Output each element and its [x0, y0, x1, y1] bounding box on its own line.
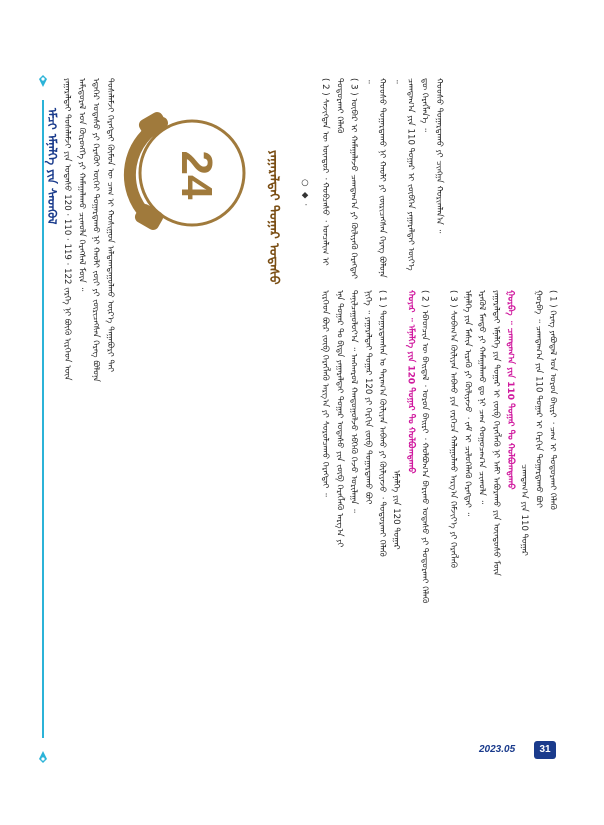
body-line: ᠨᠢᠭᠡ ᠃ ᠶᠠᠭᠠᠷᠠᠯᠲᠠᠢ ᠳᠤᠭᠠᠷ 120 ᠶᠢ ᠬᠡᠷᠬᠢᠨ ᠵᠥᠪ ᠳᠤᠭᠠᠷᠳᠠᠬᠤ ᠪᠤᠢ: [362, 290, 373, 505]
body-line: ( 2 ) ᠡᠪᠡᠳᠴᠢᠨ ᠦ ᠪᠠᠢᠳᠠᠯ ᠂ ᠣᠷᠣᠨ ᠪᠠᠢᠷᠢ ᠂ ᠬᠣᠯᠪᠣᠭ᠎ᠠ ᠪᠠᠷᠢᠬᠤ ᠤᠲᠠᠰᠤ ᠶᠢ ᠲᠣᠳᠣᠷᠬᠠᠢ ᠬᠡᠯᠡᠬᠦ: [419, 290, 430, 604]
body-line: ᠬᠣᠣᠰᠤ ᠳᠤᠭᠠᠷᠳᠠᠬᠤ ᠨᠢ ᠬᠠᠤᠯᠢ ᠶᠢ ᠵᠦᠷᠢᠴᠡᠭᠰᠡᠨ ᠬᠡᠷᠡᠭ ᠪᠣᠯᠤᠨᠠ ᠃: [377, 78, 402, 278]
body-line: ( 3 ) ᠰᠤᠪᠠᠭ᠎ᠠ ᠬᠦᠯᠢᠶᠡᠨ ᠠᠪᠬᠤ ᠶᠢᠨ ᠵᠡᠷᠭᠡᠴᠡ ᠬᠠᠯᠠᠭᠤᠯᠬᠤ ᠠᠷᠭ᠎ᠠ ᠬᠡᠮᠵᠢᠶ᠎ᠡ ᠶᠢ ᠬᠡᠷᠡᠭᠯᠡᠬᠦ: [448, 290, 459, 568]
page-number: 31: [534, 741, 556, 759]
body-line: ᠠᠮᠢᠳᠤᠷᠠᠯ ᠡᠳ ᠬᠥᠷᠥᠩᠭᠡ ᠶᠢ ᠬᠠᠮᠠᠭᠠᠯᠠᠬᠤ ᠴᠢᠬᠤᠯᠠ ᠬᠡᠷᠡᠭᠰᠡᠯ ᠮᠥᠨ ᠃: [76, 78, 87, 292]
article-headline: ᠶᠠᠭᠠᠷᠠᠯᠲᠠᠢ ᠳᠤᠭᠠᠷ ᠤᠲᠠᠰᠤ: [266, 150, 281, 285]
issue-date: 2023.05: [479, 744, 516, 755]
byline-marker: ○ ◆ ·: [300, 178, 310, 207]
body-line: ᠲᠠᠨᠢᠯᠴᠠᠭᠤᠯᠤᠶ᠎ᠠ ᠃ ᠠᠩᠬᠠᠷᠤᠯ ᠬᠠᠨᠳᠤᠭᠤᠯᠵᠤ ᠡᠪᠬᠡᠬᠦ ᠭᠡᠵᠦ ᠤᠷᠢᠯᠠᠭᠠ ᠃: [348, 290, 359, 513]
article-column-1: [60, 78, 122, 688]
article-column-2: [318, 290, 446, 730]
body-line: ( 1 ) ᠬᠡᠷᠡᠭ ᠶᠠᠪᠤᠳᠠᠯ ᠤᠨ ᠣᠷᠣᠨ ᠪᠠᠢᠷᠢ ᠂ ᠴᠠᠭ ᠢ ᠲᠣᠳᠣᠷᠬᠠᠢ ᠬᠡᠯᠡᠬᠦ: [547, 290, 558, 510]
body-line: ( 2 ) ᠰᠡᠵᠢᠭᠲᠡᠨ ᠦ ᠦᠨᠳᠦᠷ ᠂ ᠬᠤᠪᠴᠠᠰᠤ ᠂ ᠣᠨᠴᠠᠯᠢᠭ ᠢ ᠲᠣᠳᠣᠷᠬᠠᠢ ᠬᠡᠯᠡᠬᠦ: [320, 78, 345, 266]
body-line: ᠲᠤᠰᠠᠯᠠᠮᠵᠢ ᠬᠡᠷᠡᠭᠲᠡᠢ ᠬᠦᠮᠦᠨ ᠦ ᠴᠠᠭ ᠢ ᠬᠣᠰᠢᠭᠤᠨ ᠠᠯᠳᠠᠭᠳᠠᠭᠤᠯᠬᠤ ᠦᠷ᠎ᠡ ᠳᠠᠭᠠᠪᠤᠷᠢ ᠲᠠᠢ: [104, 78, 115, 373]
body-line: ᠡᠳᠡᠭᠡᠷ ᠤᠲᠠᠰᠤ ᠶᠢ ᠬᠡᠷᠡᠭᠦᠢ ᠦᠭᠡᠢ ᠳᠤᠭᠠᠷᠳᠠᠬᠤ ᠨᠢ ᠬᠠᠤᠯᠢ ᠵᠦᠢ ᠶᠢ ᠵᠦᠷᠢᠴᠡᠭᠰᠡᠨ ᠬᠡᠷᠡᠭ ᠪᠣᠯᠤᠨᠠ: [90, 78, 101, 382]
body-line: ᠶᠠᠭᠠᠷᠠᠯᠲᠠᠢ ᠲᠤᠰᠠᠯᠠᠮᠵᠢ ᠶᠢᠨ ᠤᠲᠠᠰᠤ 120 · 110 · 119 · 122 ᠵᠡᠷᠭᠡ ᠨᠢ ᠪᠦᠬᠦ ᠢᠷᠭᠡᠳ ᠦᠨ: [62, 78, 73, 381]
body-line: ᠬᠣᠣᠰᠤ ᠳᠤᠭᠠᠷᠳᠠᠬᠤ ᠶᠢ ᠴᠢᠩᠭᠠ ᠬᠣᠷᠢᠭᠯᠠᠨ᠎ᠠ ᠃: [433, 78, 444, 234]
subheading: ᠬᠣᠶᠠᠷ ᠃ ᠡᠮᠨᠡᠯᠭᠡ ᠶᠢᠨ 120 ᠳᠤᠭᠠᠷ ᠲᠤ ᠬᠣᠯᠪᠣᠭᠳᠠᠬᠤ: [405, 290, 416, 474]
body-line: ( 3 ) ᠥᠪᠡᠷ ᠢ ᠬᠠᠮᠠᠭᠠᠯᠠᠵᠤ ᠴᠠᠭᠳᠠᠭ᠎ᠠ ᠶᠢ ᠬᠦᠯᠢᠶᠡᠬᠦ ᠬᠡᠷᠡᠭᠲᠡᠢ ᠃: [348, 78, 373, 279]
ornament-bottom-icon: [36, 750, 50, 764]
article-column-top-right: [318, 78, 574, 283]
subheading: ᠭᠤᠷᠪᠠ ᠃ ᠴᠠᠭᠳᠠᠭ᠎ᠠ ᠶᠢᠨ 110 ᠳᠤᠭᠠᠷ ᠲᠤ ᠬᠣᠯᠪᠣᠭᠳᠠᠬᠤ: [505, 290, 516, 490]
emergency-24-logo: [122, 103, 262, 243]
body-line: ( 1 ) ᠳᠤᠭᠠᠷᠳᠠᠭᠰᠠᠨ ᠤ ᠳᠠᠷᠠᠭ᠎ᠠ ᠬᠦᠯᠢᠶᠡᠨ ᠠᠪᠬᠤ ᠶᠢ ᠬᠦᠯᠢᠶᠡᠵᠦ ᠂ ᠲᠣᠳᠣᠷᠬᠠᠢ ᠬᠡᠯᠡᠬᠦ: [377, 290, 388, 557]
logo-number: 24: [172, 150, 221, 200]
body-line: ᠡᠷᠡᠭᠦᠯ ᠮᠡᠨᠳᠦ ᠶᠢ ᠬᠠᠮᠠᠭᠠᠯᠠᠬᠤ ᠳᠤ ᠨᠢ ᠴᠠᠭ ᠬᠤᠭᠤᠴᠠᠭ᠎ᠠ ᠴᠢᠬᠤᠯᠠ ᠃: [476, 290, 487, 505]
body-line: ᠡᠮᠨᠡᠯᠭᠡ ᠶᠢᠨ ᠮᠠᠰᠢᠨ ᠢᠷᠡᠬᠦ ᠶᠢ ᠬᠦᠯᠢᠶᠡᠵᠦ ᠂ ᠵᠠᠮ ᠢ ᠴᠢᠯᠦᠭᠡᠯᠡᠬᠦ ᠬᠡᠷᠡᠭᠲᠡᠢ ᠃: [462, 290, 473, 517]
article-column-3: [446, 290, 574, 730]
centered-note: ᠴᠠᠭᠳᠠᠭ᠎ᠠ ᠶᠢᠨ 110 ᠳᠤᠭᠠᠷ: [519, 464, 530, 556]
body-line: ᠶᠠᠭᠠᠷᠠᠯᠲᠠᠢ ᠡᠮᠨᠡᠯᠭᠡ ᠶᠢᠨ ᠳᠤᠭᠠᠷ ᠢ ᠵᠥᠪ ᠬᠡᠷᠡᠭᠯᠡᠬᠦ ᠨᠢ ᠠᠮᠢ ᠠᠪᠤᠷᠠᠬᠤ ᠶᠢᠨ ᠦᠨᠳᠦᠰᠦ ᠮᠥᠨ: [490, 290, 501, 576]
body-line: ᠢᠷᠭᠡᠳ ᠪᠦᠷ ᠵᠥᠪ ᠬᠡᠷᠡᠭᠯᠡᠬᠦ ᠠᠷᠭ᠎ᠠ ᠶᠢ ᠰᠤᠷᠤᠯᠴᠠᠬᠤ ᠬᠡᠷᠡᠭᠲᠡᠢ ᠃: [320, 290, 331, 497]
centered-note: ᠡᠮᠨᠡᠯᠭᠡ ᠶᠢᠨ 120 ᠳᠤᠭᠠᠷ: [391, 470, 402, 550]
section-title: ᠡᠮᠴᠢ ᠡᠮᠨᠡᠯᠭᠡ ᠶᠢᠨ ᠰᠡᠳᠬᠦᠯ: [45, 108, 59, 225]
body-line: ᠡᠨᠡ ᠳᠤᠭᠠᠷ ᠲᠤ ᠪᠢᠳᠡ ᠶᠠᠭᠠᠷᠠᠯᠲᠠᠢ ᠳᠤᠭᠠᠷ ᠤᠲᠠᠰᠤ ᠶᠢᠨ ᠵᠥᠪ ᠬᠡᠷᠡᠭᠯᠡᠬᠦ ᠠᠷᠭ᠎ᠠ ᠶᠢ: [334, 290, 345, 548]
ornament-top-icon: [36, 74, 50, 88]
body-line: ᠭᠤᠷᠪᠠ ᠃ ᠴᠠᠭᠳᠠᠭ᠎ᠠ ᠶᠢᠨ 110 ᠳᠤᠭᠠᠷ ᠢ ᠬᠡᠷᠬᠢᠨ ᠳᠤᠭᠠᠷᠳᠠᠬᠤ ᠪᠤᠢ: [533, 290, 544, 508]
body-line: ᠴᠠᠭᠳᠠᠭ᠎ᠠ ᠶᠢᠨ 110 ᠳᠤᠭᠠᠷ ᠢ ᠵᠥᠪᠬᠡᠨ ᠶᠠᠭᠠᠷᠠᠯᠲᠠᠢ ᠦᠶ᠎ᠡ ᠳᠦ ᠬᠡᠷᠡᠭᠯᠡᠨ᠎ᠡ ᠃: [405, 78, 430, 271]
